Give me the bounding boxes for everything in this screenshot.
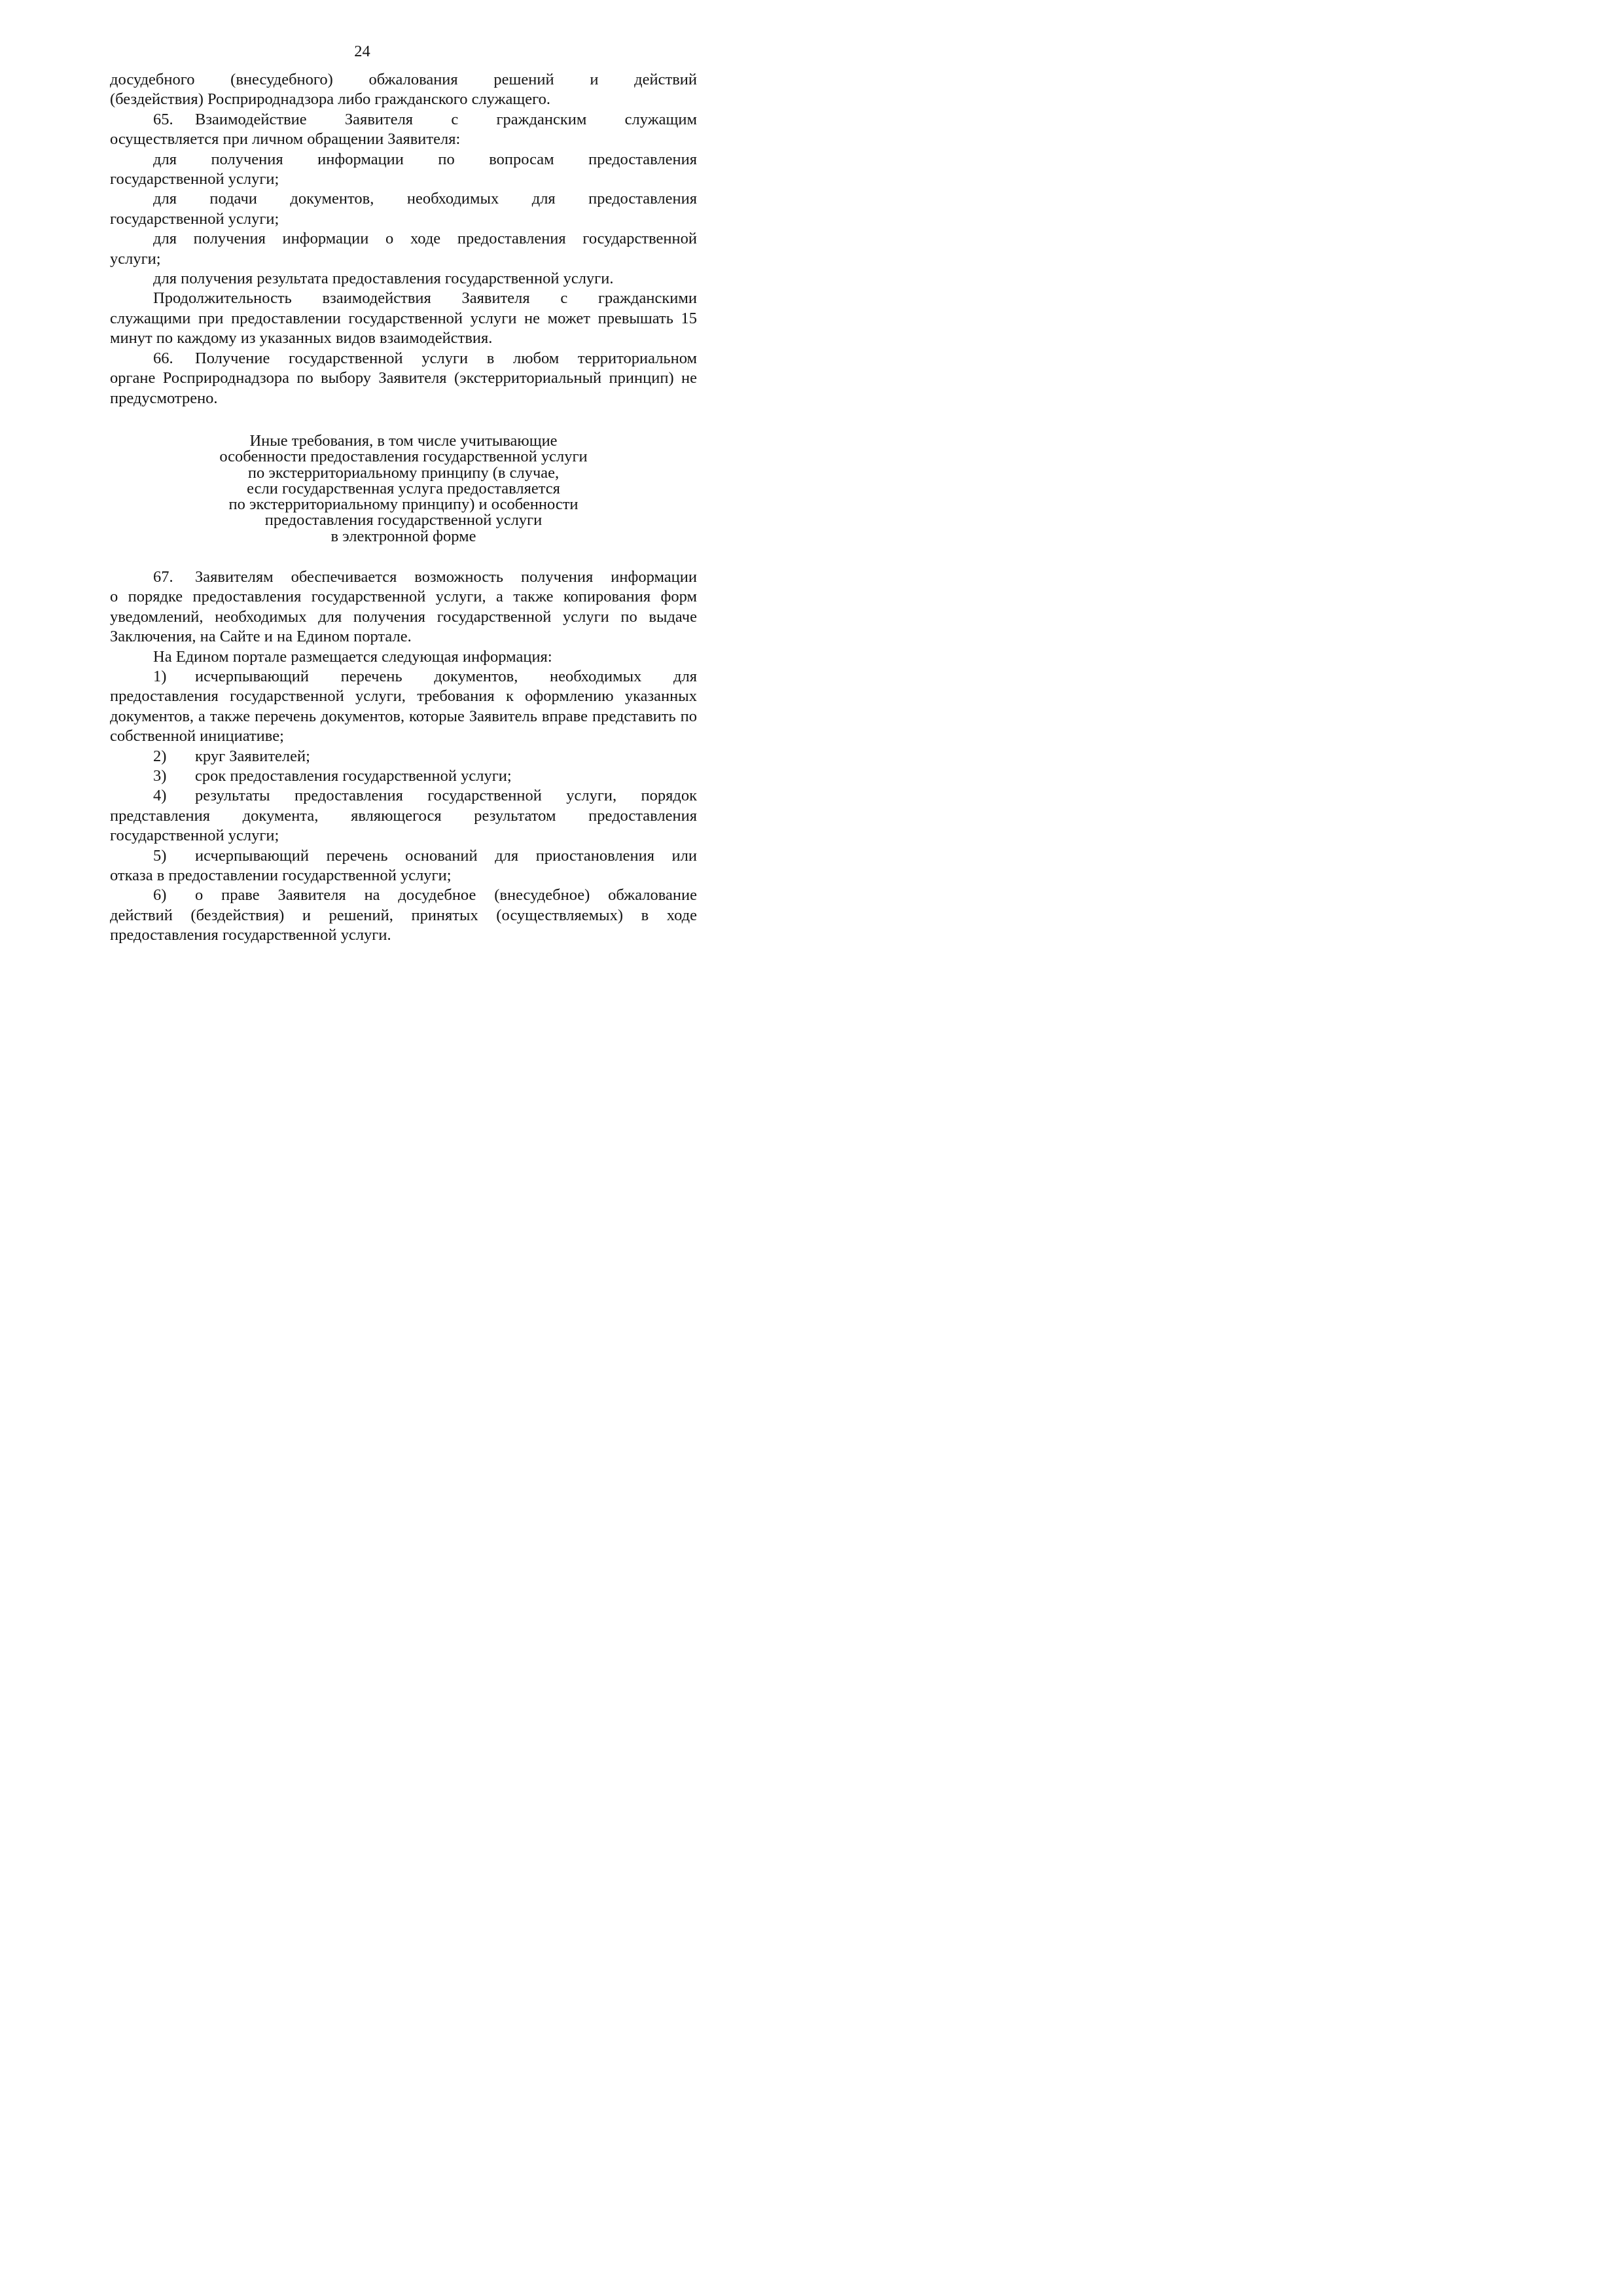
paragraph-text: действий (бездействия) и решений, принятых (осуществляемых) в ходе предоставления государственной услуги. [110,906,697,944]
paragraph-line: для получения результата предоставления государственной услуги. [153,270,614,288]
page-number: 24 [354,43,370,60]
list-item-number: 5) [153,846,167,865]
list-item-1-rest [110,687,697,746]
heading-line: Иные требования, в том числе учитывающие [249,431,558,450]
list-item-6-rest [110,906,697,946]
paragraph-65 [110,110,697,130]
heading-line: предоставления государственной услуги [264,511,543,529]
heading-line: особенности предоставления государственной услуги [219,448,588,466]
heading-line: по экстерриториальному принципу (в случае, [247,463,560,482]
list-item-number: 3) [153,767,167,785]
paragraph-line: Получение государственной услуги в любом территориальном [195,349,697,367]
paragraph-item-progress-rest [110,249,697,269]
paragraph-duration [110,289,697,308]
paragraph-line: срок предоставления государственной услуги; [195,767,512,785]
paragraph-line: досудебного (внесудебного) обжалования решений и действий [110,71,697,88]
paragraph-portal-info [110,647,697,667]
heading-line: в электронной форме [330,527,476,545]
list-item-4-rest [110,806,697,846]
list-item-5-rest [110,866,697,886]
paragraph-item-info [110,150,697,170]
paragraph-67-rest [110,587,697,647]
paragraph-duration-rest [110,309,697,349]
paragraph-65-rest [110,130,697,149]
list-item-6 [110,886,697,905]
paragraph-text: государственной услуги; [110,209,279,228]
list-item-5 [110,846,697,866]
list-item-1 [110,667,697,687]
paragraph-66 [110,349,697,368]
heading-line: по экстерриториальному принципу) и особенности [228,495,579,514]
paragraph-line: результаты предоставления государственной услуги, порядок [195,787,697,805]
paragraph-line: исчерпывающий перечень оснований для приостановления или [195,846,697,865]
paragraph-continuation [110,70,697,90]
heading-line: если государственная услуга предоставляется [247,479,560,497]
paragraph-line: круг Заявителей; [195,747,310,765]
list-item-4 [110,786,697,806]
paragraph-text: о порядке предоставления государственной услуги, а также копирования форм уведомлений, необходимых для получения государственной услуги по выдаче Заключения, на Сайте и на Едином портале. [110,588,697,646]
paragraph-text: органе Росприроднадзора по выбору Заявителя (экстерриториальный принцип) не предусмотрено. [110,369,697,407]
paragraph-text: отказа в предоставлении государственной услуги; [110,867,452,885]
document-page [0,0,724,1025]
paragraph-text: осуществляется при личном обращении Заявителя: [110,130,461,149]
paragraph-text: служащими при предоставлении государственной услуги не может превышать 15 минут по каждому из указанных видов взаимодействия. [110,309,697,348]
list-item-2 [110,747,697,766]
document-body [110,70,697,946]
paragraph-line: На Едином портале размещается следующая информация: [153,647,552,666]
paragraph-line: для получения информации о ходе предоставления государственной [153,230,697,248]
list-item-3 [110,766,697,786]
paragraph-item-progress [110,229,697,249]
paragraph-line: Заявителям обеспечивается возможность получения информации [195,567,697,586]
paragraph-item-info-rest [110,170,697,189]
paragraph-66-rest [110,368,697,408]
list-item-number: 6) [153,886,167,905]
paragraph-item-docs [110,189,697,209]
list-item-number: 4) [153,787,167,805]
paragraph-text: услуги; [110,249,161,268]
paragraph-item-docs-rest [110,209,697,229]
paragraph-continuation-end [110,90,697,109]
paragraph-line: Продолжительность взаимодействия Заявителя с гражданскими [153,289,697,308]
paragraph-line: для подачи документов, необходимых для предоставления [153,190,697,208]
paragraph-text: (бездействия) Росприроднадзора либо гражданского служащего. [110,90,550,109]
list-item-number: 2) [153,747,167,765]
paragraph-line: для получения информации по вопросам предоставления [153,150,697,168]
paragraph-line: исчерпывающий перечень документов, необходимых для [195,668,697,686]
paragraph-text: государственной услуги; [110,170,279,188]
paragraph-text: предоставления государственной услуги, требования к оформлению указанных документов, а также перечень документов, которые Заявитель вправе представить по собственной инициативе; [110,687,697,745]
paragraph-item-result [110,269,697,289]
paragraph-67 [110,567,697,587]
list-item-number: 1) [153,668,167,686]
paragraph-line: о праве Заявителя на досудебное (внесудебное) обжалование [195,886,697,905]
paragraph-number: 65. [153,110,173,128]
paragraph-text: представления документа, являющегося результатом предоставления государственной услуги; [110,806,697,845]
section-heading [110,433,697,545]
paragraph-line: Взаимодействие Заявителя с гражданским служащим [195,110,697,128]
paragraph-number: 66. [153,349,173,367]
paragraph-number: 67. [153,567,173,586]
